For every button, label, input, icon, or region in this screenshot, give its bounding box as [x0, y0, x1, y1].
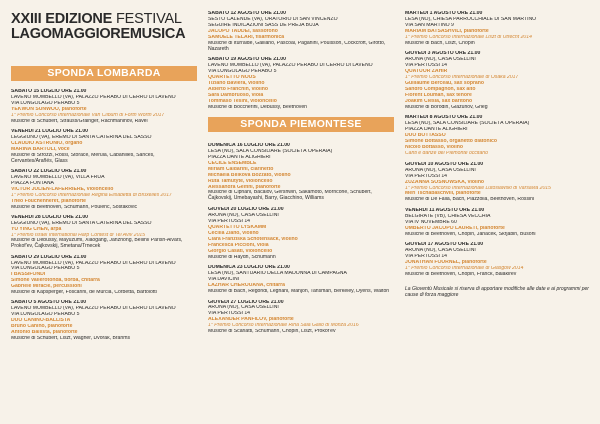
performer: SAMUELE TELARI, fisarmonica [208, 34, 285, 40]
performer: MARIAM BATSASHVILI, pianoforte [405, 28, 489, 34]
program-composers: Musiche di Beethoven, Chopin, Janáček, Skrjabin, Busoni [405, 231, 536, 237]
award-note: 1° Premio Concorso Internazionale Lutoslawski di Varsavia 2015 [405, 185, 551, 191]
concert-venue: LESA (NO), SANTUARIO DELLA MADONNA DI CAMPAGNA [208, 271, 347, 277]
concert-venue: BELGIRATE (VB), CHIESA VECCHIA [405, 213, 491, 219]
concert-venue: VIA DAVICINI [208, 277, 240, 283]
section-banner-lombarda: SPONDA LOMBARDA [11, 66, 197, 81]
program-composers: Musiche di De Falla, Bach, Piazzolla, Beethoven, Rossini [405, 197, 535, 203]
festival-label: FESTIVAL [115, 11, 182, 27]
concert-venue: ARONA (NO), CASA USELLINI [405, 167, 476, 173]
concert-venue: VIA PERTOSSI 14 [208, 311, 250, 317]
performer: Meri Tschabaschvili, pianoforte [405, 191, 481, 197]
performer: Guillaume Berceau, sax soprano [405, 81, 484, 87]
concert-entry [11, 300, 197, 342]
concert-date: GIOVEDÌ 10 AGOSTO ORE 21.00 [405, 161, 484, 167]
concert-date: SABATO 22 LUGLIO ORE 21.00 [11, 168, 87, 174]
edition-label: XXIII EDIZIONE [11, 11, 113, 27]
performer: YU YING CHEN, arpa [11, 226, 62, 232]
concert-venue: LAVENO MOMBELLO (VA), PALAZZO PERABÒ DI CERRO DI LAVENO [208, 63, 373, 69]
concert-date: VENERDÌ 28 LUGLIO ORE 21.00 [11, 214, 88, 220]
program-composers: Musiche di Kapsperger, Foscarini, de Murcia, Corbetta, Bartolotti [11, 290, 157, 296]
award-note: 1° Premio Concorso Internazionale Regina Elisabetta di Bruxelles 2017 [11, 192, 172, 198]
concert-date: GIOVEDÌ 3 AGOSTO ORE 21.00 [405, 51, 481, 57]
concert-entry [208, 207, 394, 261]
program-composers: Musiche di Scarlatti, Schumann, Chopin, Liszt, Prokof'ev [208, 329, 336, 335]
concert-date: GIOVEDÌ 20 LUGLIO ORE 21.00 [208, 206, 284, 212]
concert-venue: VIA PERTOSSI 14 [405, 173, 447, 179]
concert-venue: VIA LUNGOLAGO PERABÒ 5 [11, 312, 80, 318]
award-note: 1° Premio Concorso Internazionale Liszt di Utrecht 2014 [405, 34, 532, 40]
concert-venue: ARONA (NO), CASA USELLINI [405, 57, 476, 63]
concert-entry [405, 51, 591, 111]
performer: DUO BOTTASSO [405, 133, 446, 139]
festival-name: LAGOMAGGIOREMUSICA [11, 26, 186, 42]
concert-venue: ARONA (NO), CASA USELLINI [208, 305, 279, 311]
performer: Théo Fouchenneret, pianoforte [11, 198, 86, 204]
program-composers: Musiche di Bach, Liszt, Chopin [405, 40, 475, 46]
concert-venue: VIA PERTOSSI 14 [208, 218, 250, 224]
program-composers: Musiche di Iturralde, Galliano, Pascoal, Paganini, Poulsson, Cockcroft, Girotto, Nazareth [208, 40, 386, 52]
performer: ZUZANNA SOSNOWSKA, violino [405, 179, 485, 185]
performer: Miriam Caldarini, clarinetto [208, 166, 274, 172]
concert-venue: VIA LUNGOLAGO PERABÒ 5 [11, 266, 80, 272]
concert-date: SABATO 15 LUGLIO ORE 21.00 [11, 89, 87, 94]
program-composers: Musiche di Borodin, Glazunov, Grieg [405, 104, 488, 110]
concert-entry [11, 129, 197, 165]
performer: MARINA BARTOLI, voce [11, 146, 70, 152]
performer: Francesca Piccioni, viola [208, 242, 269, 248]
performer: Michaela Bilíková Bozzato, violino [208, 172, 291, 178]
concert-entry [11, 169, 197, 211]
performer: Gabriele Miracle, percussioni [11, 284, 82, 290]
performer: Joakim Ciesla, sax baritono [405, 98, 473, 104]
performer: YEKWON SUNWOO, pianoforte [11, 106, 87, 112]
concert-date: VENERDÌ 11 AGOSTO ORE 21.00 [405, 207, 485, 213]
concert-venue: LESA (NO), CHIESA PARROCCHIALE DI SAN MARTINO [405, 16, 537, 22]
concert-entry [208, 265, 394, 295]
award-note: 1° Premio Concorso Internazionale Van Cliburn di Forth Worth 2017 [11, 112, 165, 118]
award-note: 1° Premio Concorso Internazionale di Glasgow 2014 [405, 266, 524, 272]
program-composers: Musiche di Cipriani, Bacalov, Gershwin, Sakamoto, Morricone, Schubert, Čajkovskij, Umebayashi, Barry, Giacchino, Williams [208, 190, 372, 202]
concert-venue: LAVENO MOMBELLO (VA), PALAZZO PERABÒ DI CERRO DI LAVENO [11, 260, 176, 266]
performer: Ruta Tamutyte, violoncello [208, 178, 273, 184]
performer: CÉCILE ENSEMBLE [208, 160, 257, 166]
performer: Cecilia Ziano, violino [208, 230, 259, 236]
performer: JONATHAN FOURNEL, pianoforte [405, 260, 487, 266]
column-middle [208, 0, 394, 340]
award-note: 1° Premio Concorso Internazionale Rina Sala Gallo di Monza 2016 [208, 323, 359, 329]
concert-venue: LESA (NO), SALA CONSILIARE (SOCIETÀ OPERAIA) [405, 121, 530, 127]
concert-venue: LEGGIUNO (VA), EREMO DI SANTA CATERINA DEL SASSO [11, 220, 152, 226]
program-composers: Musiche di Boccherini, Debussy, Beethoven [208, 104, 308, 110]
performer: LAZHAR CHEROUANA, chitarra [208, 283, 285, 288]
program-composers: Musiche di Strozzi, Rossi, Storace, Merula, Cabanilles, Sances, Cervantes/Arañés, Glass [11, 152, 155, 164]
program-composers: Musiche di Haydn, Schumann [208, 254, 276, 260]
concert-venue: VIA LUNGOLAGO PERABÒ 5 [11, 100, 80, 106]
concert-venue: LAVENO MOMBELLO (VA), PALAZZO PERABÒ DI CERRO DI LAVENO [11, 94, 176, 100]
performer: Sandro Compagnon, sax alto [405, 87, 476, 93]
performer: DUO CANINO-BALLISTA [11, 318, 71, 324]
concert-entry [405, 162, 591, 204]
concert-venue: LAVENO MOMBELLO (VA), PALAZZO PERABÒ DI CERRO DI LAVENO [11, 306, 176, 312]
performer: JACOPO TADDEI, sassofono [208, 28, 278, 34]
concert-venue: PIAZZA FONTANA [11, 180, 54, 186]
concert-venue: VIA PERTOSSI 14 [405, 63, 447, 69]
performer: QUARTETTO NOÛS [208, 75, 256, 81]
program-composers: Musiche di Bach, Regondi, Legnani, Manjón, Tansman, Berkeley, Dyens, Walton [208, 288, 390, 294]
concert-date: SABATO 29 LUGLIO ORE 21.00 [11, 254, 87, 260]
performer: CLAUDIO ASTRONIO, organo [11, 140, 83, 146]
concert-venue: PIAZZA DANTE ALIGHIERI [405, 127, 468, 133]
award-note: Canti e danze del Piemonte occitano [405, 151, 488, 157]
concert-venue: VIA PERTOSSI 14 [405, 254, 447, 260]
performer: ALEXANDER PANFILOV, pianoforte [208, 317, 294, 323]
concert-entry [208, 300, 394, 336]
concert-venue: VIA LUNGOLAGO PERABÒ 5 [208, 69, 277, 75]
event-list-piemontese-continued [405, 11, 591, 278]
section-banner-piemontese: SPONDA PIEMONTESE [208, 117, 394, 132]
program-composers: Musiche di Schubert, Strauss/Grainger, Rachmaninov, Ravel [11, 118, 148, 124]
performer: Tiziano Baviera, violino [208, 81, 265, 87]
event-list-lombarda [11, 89, 197, 342]
concert-entry [405, 208, 591, 238]
concert-date: SABATO 19 AGOSTO ORE 21.00 [208, 57, 286, 63]
program-composers: Musiche di Beethoven, Chopin, Franck, Balakirev [405, 272, 517, 278]
award-note: 1° Premio Israel International Harp Contest di Tel Aviv 2015 [11, 232, 146, 238]
concert-date: VENERDÌ 21 LUGLIO ORE 21.00 [11, 128, 88, 134]
performer: Antonio Ballista, pianoforte [11, 330, 78, 336]
performer: Alberto Franchin, violino [208, 87, 268, 93]
concert-venue: PIAZZA DANTE ALIGHIERI [208, 154, 271, 160]
concert-entry [11, 215, 197, 251]
program-composers: Musiche di Schubert, Liszt, Wagner, Dvořák, Brahms [11, 336, 130, 342]
concert-venue: ARONA (NO), CASA USELLINI [405, 248, 476, 254]
concert-entry [208, 57, 394, 111]
concert-venue: LESA (NO), SALA CONSILIARE (SOCIETÀ OPERAIA) [208, 148, 333, 154]
concert-venue: LEGGIUNO (VA), EREMO DI SANTA CATERINA DEL SASSO [11, 134, 152, 140]
program-composers: Musiche di Debussy, Mayuzumi, Xiaogang, Janzhong, Bellini/ Parish-Alvars, Prokof'ev, Čajkovskij, Smetana/Trnecek [11, 238, 183, 250]
footnote: La Gioventù Musicale si riserva di apportare modifiche alle date e ai programmi per cause di forza maggiore [405, 286, 589, 299]
concert-entry [405, 11, 591, 47]
performer: UMBERTO JACOPO LAURETI, pianoforte [405, 225, 505, 231]
performer: QUATUOR ZAHIR [405, 69, 448, 75]
concert-venue: LAVENO MOMBELLO (VA), VILLA FRUA [11, 174, 105, 180]
performer: Sara Dambruoso, viola [208, 92, 264, 98]
concert-date: GIOVEDÌ 27 LUGLIO ORE 21.00 [208, 299, 284, 305]
performer: Alessandra Gelfini, pianoforte [208, 184, 281, 190]
performer: Nicolò Bottasso, violino [405, 145, 464, 151]
column-left [11, 0, 197, 346]
concert-date: SABATO 5 AGOSTO ORE 21.00 [11, 300, 87, 306]
concert-date: SABATO 12 AGOSTO ORE 21.00 [208, 11, 286, 16]
concert-date: DOMENICA 23 LUGLIO ORE 21.00 [208, 265, 290, 271]
performer: Simone Bottasso, organetto diatonico [405, 139, 497, 145]
concert-venue: ARONA (NO), CASA USELLINI [208, 212, 279, 218]
concert-venue: SESTO CALENDE (VA), ORATORIO DI SAN VINCENZO [208, 16, 338, 22]
performer: Tommaso Tesini, violoncello [208, 98, 277, 104]
concert-venue: VIA IV NOVEMBRE 60 [405, 219, 457, 225]
concert-entry [208, 143, 394, 203]
festival-edition-title [11, 12, 197, 27]
performer: Giorgio Casati, violoncello [208, 248, 273, 254]
performer: QUARTETTO LYSKAMM [208, 224, 267, 230]
event-list-lombarda-continued [208, 11, 394, 111]
concert-entry [11, 89, 197, 125]
concert-venue: VIA SAN MARTINO 9 [405, 22, 454, 28]
performer: Simone Vallerotonda, tiorba, chitarra [11, 278, 100, 284]
concert-entry [11, 255, 197, 297]
event-list-piemontese [208, 143, 394, 335]
performer: Florent Louman, sax tenore [405, 92, 472, 98]
concert-date: GIOVEDÌ 17 AGOSTO ORE 21.00 [405, 242, 484, 248]
concert-venue: SEGUIRE INDICAZIONI SASS DE PREJA BUJA [208, 22, 319, 28]
concert-date: DOMENICA 16 LUGLIO ORE 21.00 [208, 142, 290, 148]
award-note: 1° Premio Concorso Internazionale di Osaka 2017 [405, 75, 519, 81]
performer: Clara Franziska Schötensack, violino [208, 236, 298, 242]
concert-entry [208, 11, 394, 53]
performer: I BASSIFONDI [11, 272, 46, 278]
concert-date: MARTEDÌ 1 AGOSTO ORE 21.00 [405, 11, 483, 16]
column-right [405, 0, 591, 298]
concert-entry [405, 242, 591, 278]
performer: Bruno Canino, pianoforte [11, 324, 73, 330]
concert-date: MARTEDÌ 8 AGOSTO ORE 21.00 [405, 115, 483, 121]
performer: VICTOR JULIEN-LAFERRIÈRE, violoncello [11, 186, 114, 192]
program-composers: Musiche di Beethoven, Schumann, Poulenc, Šostakovič [11, 204, 138, 210]
concert-entry [405, 115, 591, 157]
